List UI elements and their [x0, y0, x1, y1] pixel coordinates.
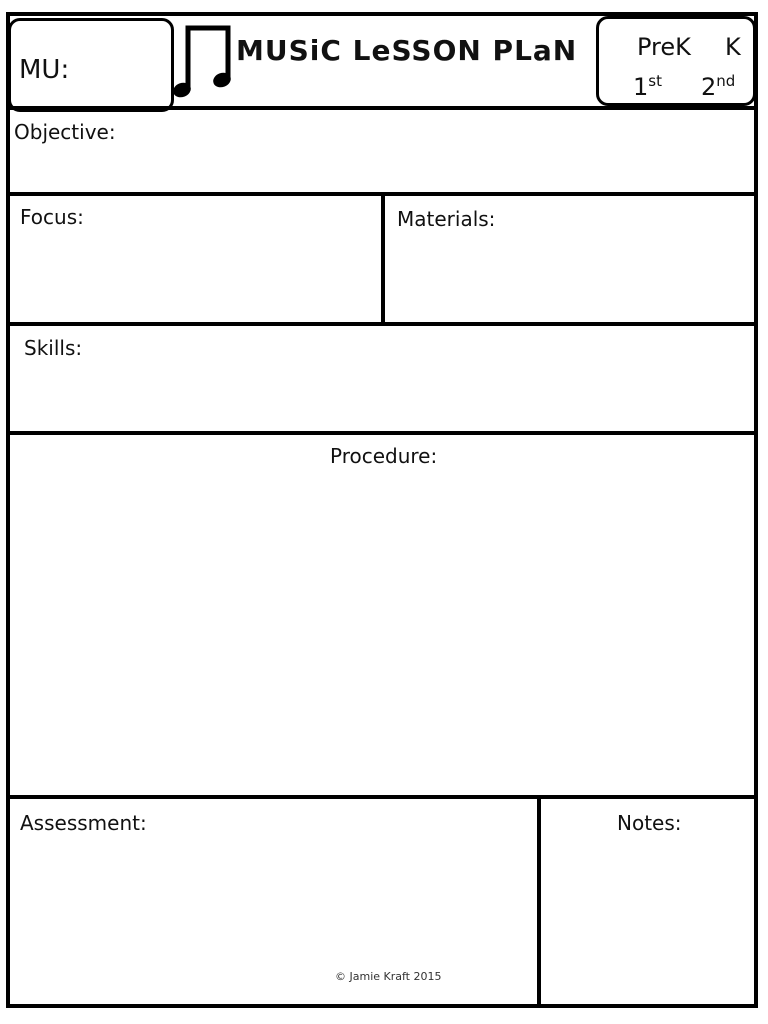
music-notes-icon	[172, 20, 236, 98]
skills-label: Skills:	[24, 336, 83, 360]
grade-first	[633, 73, 662, 101]
grade-second	[701, 73, 735, 101]
divider-header	[6, 106, 758, 110]
grade-first-suffix: st	[648, 72, 662, 90]
grade-second-number: 2	[701, 73, 717, 101]
grade-box	[596, 16, 756, 106]
grade-prek: PreK	[637, 33, 691, 61]
divider-focus-materials	[381, 192, 385, 324]
divider-procedure	[6, 795, 758, 799]
mu-box	[8, 18, 174, 112]
materials-label: Materials:	[397, 207, 496, 231]
objective-label: Objective:	[14, 120, 116, 144]
assessment-label: Assessment:	[20, 811, 147, 835]
grade-k: K	[725, 33, 741, 61]
focus-label: Focus:	[20, 205, 84, 229]
notes-label: Notes:	[617, 811, 682, 835]
page-title: MUSiC LeSSON PLaN	[236, 34, 578, 67]
copyright-text: © Jamie Kraft 2015	[335, 970, 442, 983]
procedure-label: Procedure:	[330, 444, 438, 468]
grade-first-number: 1	[633, 73, 649, 101]
lesson-plan-frame	[6, 12, 758, 1008]
divider-skills	[6, 431, 758, 435]
mu-label: MU:	[19, 55, 70, 85]
divider-focus	[6, 322, 758, 326]
divider-assessment-notes	[537, 795, 541, 1008]
grade-second-suffix: nd	[716, 72, 736, 90]
